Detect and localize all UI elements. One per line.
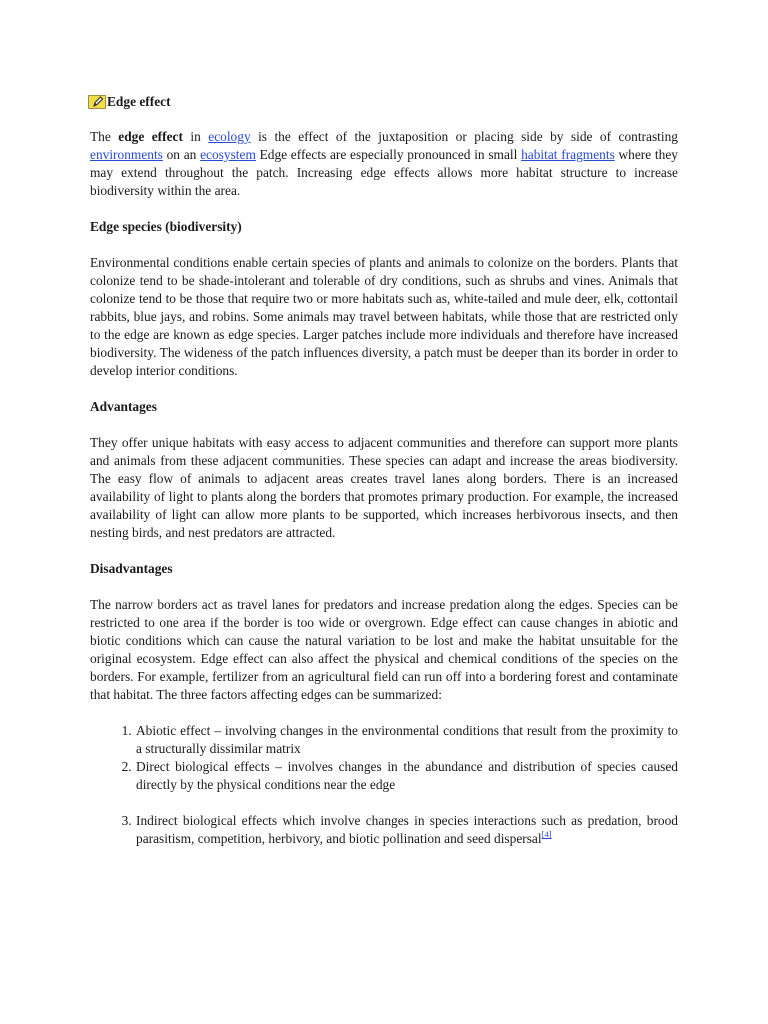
advantages-paragraph: They offer unique habitats with easy access to adjacent communities and therefore can support more plants and animals from these adjacent communities. These species can adapt and increase the areas biodiversity. The easy flow of animals to adjacent areas creates travel lanes along borders. There is an increased availability of light to plants along the borders that promotes primary production. For example, the increased availability of light can allow more plants to be supported, which increases herbivorous insects, and then nesting birds, and nest predators are attracted. xyxy=(90,435,678,540)
factors-list xyxy=(90,722,678,848)
list-item: 2. Direct biological effects – involves changes in the abundance and distribution of species caused directly by the physical conditions near the edge xyxy=(135,758,678,794)
disadvantages-paragraph: The narrow borders act as travel lanes for predators and increase predation along the edges. Species can be restricted to one area if the border is too wide or overgrown. Edge effect can cause changes in abiotic and biotic conditions which can cause the natural variation to be lost and make the habitat unsuitable for the original ecosystem. Edge effect can also affect the physical and chemical conditions of the species on the borders. For example, fertilizer from an agricultural field can run off into a bordering forest and contaminate that habitat. The three factors affecting edges can be summarized: xyxy=(90,597,678,702)
heading-advantages: Advantages xyxy=(90,399,157,414)
edge-species-paragraph: Environmental conditions enable certain species of plants and animals to colonize on the borders. Plants that colonize tend to be shade-intolerant and tolerable of dry conditions, such as shrubs and vines. Animals that colonize tend to be those that require two or more habitats such as, white-tailed and mule deer, elk, cottontail rabbits, blue jays, and robins. Some animals may travel between habitats, while those that are restricted only to the edge are known as edge species. Larger patches include more individuals and therefore have increased biodiversity. The wideness of the patch influences diversity, a patch must be deeper than its border in order to develop interior conditions. xyxy=(90,255,678,378)
intro-text-1: The xyxy=(90,129,119,144)
heading-edge-species: Edge species (biodiversity) xyxy=(90,219,242,234)
heading-disadvantages: Disadvantages xyxy=(90,561,173,576)
intro-term: edge effect xyxy=(118,129,183,144)
intro-paragraph xyxy=(90,128,678,200)
intro-text-4: on an xyxy=(162,147,201,162)
document-page xyxy=(90,92,678,848)
link-ecosystem[interactable]: ecosystem xyxy=(200,147,256,162)
link-environments[interactable]: environments xyxy=(90,147,163,162)
list-item-text: Indirect biological effects which involve changes in species interactions such as predation, brood parasitism, competition, herbivory, and biotic pollination and seed dispersal xyxy=(136,813,678,846)
intro-text-6: where they may extend throughout the patch. Increasing edge effects allows more habitat structure to increase biodiversity within the area. xyxy=(90,147,678,198)
intro-text-2: in xyxy=(182,129,209,144)
list-item xyxy=(135,812,678,848)
intro-text-5: Edge effects are especially pronounced in small xyxy=(255,147,522,162)
list-item: 1. Abiotic effect – involving changes in the environmental conditions that result from the proximity to a structurally dissimilar matrix xyxy=(135,722,678,758)
edit-pencil-icon[interactable] xyxy=(88,95,106,109)
link-ecology[interactable]: ecology xyxy=(208,129,251,144)
link-habitat-fragments[interactable]: habitat fragments xyxy=(521,147,615,162)
title-row xyxy=(88,92,678,112)
citation-link[interactable]: [4] xyxy=(541,829,552,839)
page-title: Edge effect xyxy=(107,94,171,109)
intro-text-3: is the effect of the juxtaposition or placing side by side of contrasting xyxy=(250,129,679,144)
